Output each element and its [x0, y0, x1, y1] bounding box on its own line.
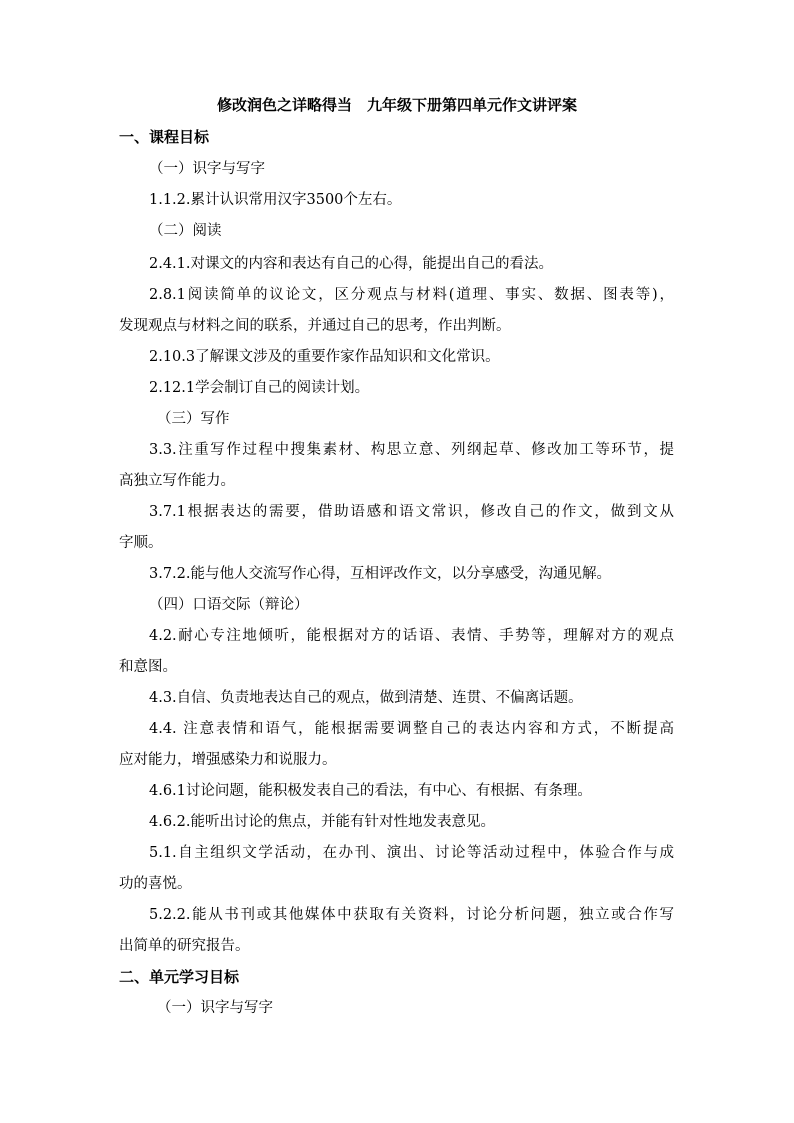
goal-line: 3.7.1根据表达的需要，借助语感和语文常识，修改自己的作文，做到文从 — [149, 504, 674, 520]
subheading-reading: （二）阅读 — [149, 223, 222, 239]
goal-line: 2.4.1.对课文的内容和表达有自己的心得，能提出自己的看法。 — [149, 256, 554, 272]
goal-line: 4.4. 注意表情和语气，能根据需要调整自己的表达内容和方式，不断提高 — [149, 721, 674, 737]
section-heading-course-goals: 一、课程目标 — [119, 128, 210, 146]
goal-line: 4.3.自信、负责地表达自己的观点，做到清楚、连贯、不偏离话题。 — [149, 690, 583, 706]
goal-line-continued: 字顺。 — [119, 535, 163, 551]
goal-line-continued: 应对能力，增强感染力和说服力。 — [119, 752, 337, 768]
goal-line-continued: 功的喜悦。 — [119, 876, 192, 892]
goal-line: 2.12.1学会制订自己的阅读计划。 — [149, 380, 370, 396]
goal-line: 5.2.2.能从书刊或其他媒体中获取有关资料，讨论分析问题，独立或合作写 — [149, 907, 674, 923]
goal-line: 3.7.2.能与他人交流写作心得，互相评改作文，以分享感受，沟通见解。 — [149, 566, 612, 582]
document-title: 修改润色之详略得当 九年级下册第四单元作文讲评案 — [216, 96, 577, 114]
subheading-literacy: （一）识字与写字 — [157, 1000, 273, 1016]
goal-line: 4.2.耐心专注地倾听，能根据对方的话语、表情、手势等，理解对方的观点 — [149, 628, 674, 644]
subheading-literacy: （一）识字与写字 — [149, 161, 265, 177]
goal-line-continued: 高独立写作能力。 — [119, 473, 235, 489]
goal-line: 2.10.3了解课文涉及的重要作家作品知识和文化常识。 — [149, 349, 500, 365]
section-heading-unit-goals: 二、单元学习目标 — [119, 968, 240, 986]
goal-line: 2.8.1阅读简单的议论文，区分观点与材料(道理、事实、数据、图表等)， — [149, 287, 674, 303]
subheading-writing: （三）写作 — [157, 411, 230, 427]
goal-line: 3.3.注重写作过程中搜集素材、构思立意、列纲起草、修改加工等环节，提 — [149, 442, 674, 458]
goal-line: 4.6.2.能听出讨论的焦点，并能有针对性地发表意见。 — [149, 814, 496, 830]
subheading-oral-communication: （四）口语交际（辩论） — [149, 597, 309, 613]
goal-line-continued: 和意图。 — [119, 659, 177, 675]
goal-line-continued: 出简单的研究报告。 — [119, 938, 250, 954]
goal-line: 4.6.1讨论问题，能积极发表自己的看法，有中心、有根据、有条理。 — [149, 783, 592, 799]
goal-line: 1.1.2.累计认识常用汉字3500个左右。 — [149, 192, 402, 208]
goal-line-continued: 发现观点与材料之间的联系，并通过自己的思考，作出判断。 — [119, 318, 511, 334]
goal-line: 5.1.自主组织文学活动，在办刊、演出、讨论等活动过程中，体验合作与成 — [149, 845, 674, 861]
